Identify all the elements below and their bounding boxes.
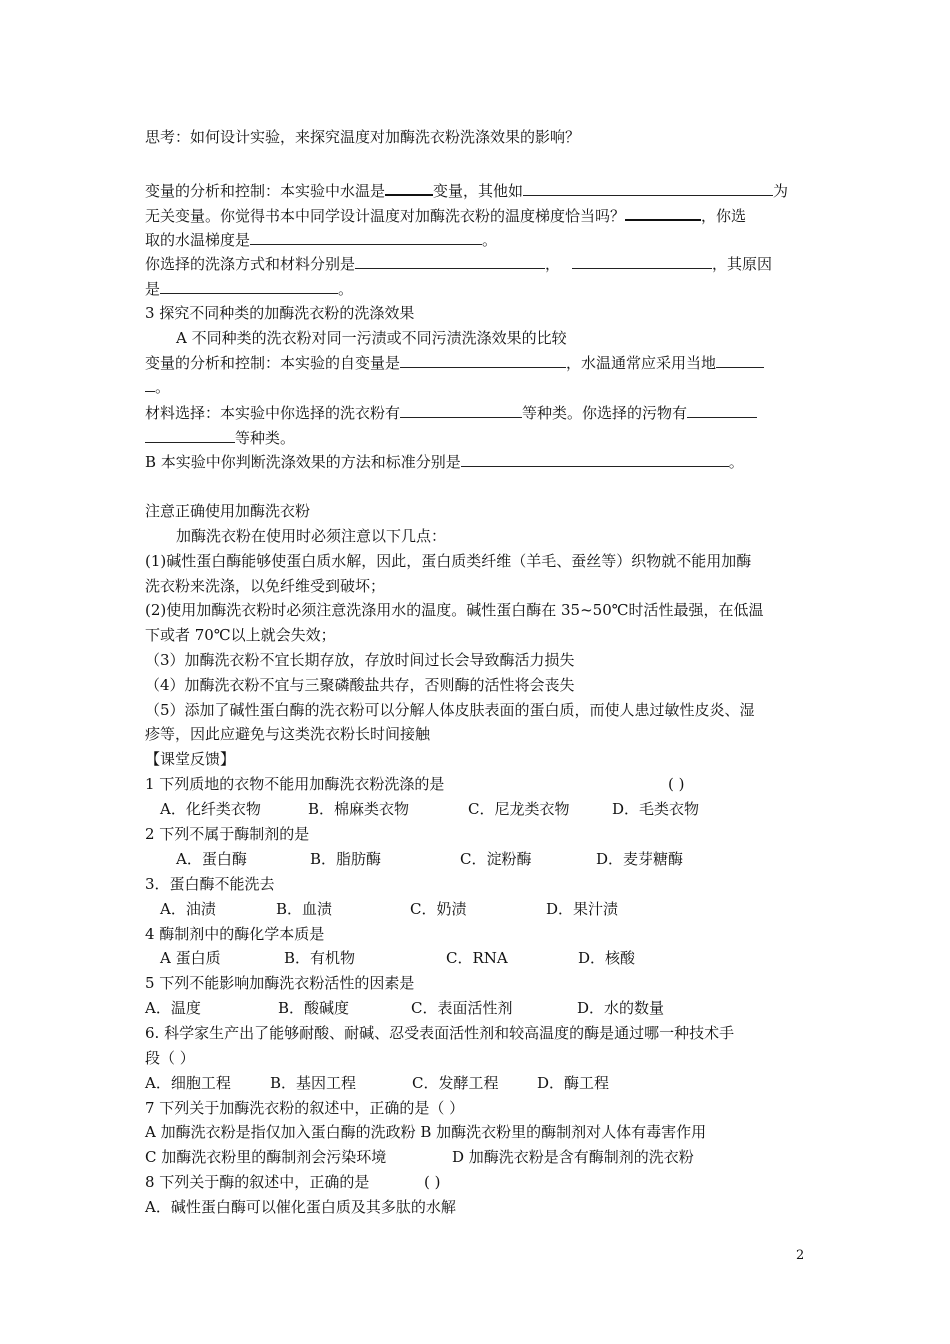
option-b[interactable]: B．血渍 (276, 900, 333, 918)
var-line-4: 你选择的洗涤方式和材料分别是 ， ，其原因 (145, 255, 773, 273)
question-7-option-d[interactable]: D 加酶洗衣粉是含有酶制剂的洗衣粉 (452, 1148, 694, 1166)
blank-field[interactable] (625, 205, 701, 221)
blank-field[interactable] (572, 254, 712, 269)
question-3: 3．蛋白酶不能洗去 (145, 875, 275, 893)
option-d[interactable]: D．麦芽糖酶 (596, 850, 684, 868)
question-6-cont: 段（ ） (145, 1049, 195, 1067)
notes-title: 注意正确使用加酶洗衣粉 (145, 502, 311, 520)
page-number: 2 (796, 1248, 805, 1263)
blank-field[interactable] (461, 452, 729, 467)
note-4: （4）加酶洗衣粉不宜与三聚磷酸盐共存，否则酶的活性将会丧失 (145, 676, 575, 694)
question-7: 7 下列关于加酶洗衣粉的叙述中，正确的是（ ） (145, 1099, 465, 1117)
option-b[interactable]: B．基因工程 (270, 1074, 357, 1092)
section-3a-title: A 不同种类的洗衣粉对同一污渍或不同污渍洗涤效果的比较 (176, 329, 567, 347)
note-1: (1)碱性蛋白酶能够使蛋白质水解，因此，蛋白质类纤维（羊毛、蚕丝等）织物就不能用加酶 (145, 552, 752, 570)
option-b[interactable]: B．酸碱度 (278, 999, 350, 1017)
feedback-title: 【课堂反馈】 (145, 750, 236, 768)
var-line-1: 变量的分析和控制：本实验中水温是 变量，其他如 为 (145, 182, 789, 200)
option-b[interactable]: B．有机物 (284, 949, 356, 967)
blank-field[interactable] (355, 254, 545, 269)
option-b[interactable]: B．棉麻类衣物 (308, 800, 410, 818)
option-c[interactable]: C．奶渍 (410, 900, 467, 918)
question-6: 6. 科学家生产出了能够耐酸、耐碱、忍受表面活性剂和较高温度的酶是通过哪一种技术手 (145, 1024, 735, 1042)
blank-field[interactable] (400, 403, 522, 418)
blank-field[interactable] (145, 377, 155, 392)
option-a[interactable]: A．蛋白酶 (176, 850, 247, 868)
var-line-3: 取的水温梯度是 。 (145, 231, 498, 249)
option-c[interactable]: C．表面活性剂 (411, 999, 513, 1017)
think-line: 思考：如何设计实验，来探究温度对加酶洗衣粉洗涤效果的影响？ (145, 128, 581, 146)
blank-field[interactable] (385, 180, 433, 196)
option-c[interactable]: C．淀粉酶 (460, 850, 532, 868)
option-a[interactable]: A．细胞工程 (145, 1074, 231, 1092)
option-a[interactable]: A．油渍 (160, 900, 216, 918)
option-d[interactable]: D．毛类衣物 (612, 800, 700, 818)
option-a[interactable]: A 蛋白质 (160, 949, 221, 967)
var-line-5: 是 。 (145, 280, 354, 298)
question-8-option-a[interactable]: A．碱性蛋白酶可以催化蛋白质及其多肽的水解 (145, 1198, 456, 1216)
question-1-paren: ( ) (668, 775, 685, 793)
question-7-options-ab[interactable]: A 加酶洗衣粉是指仅加入蛋白酶的洗政粉 B 加酶洗衣粉里的酶制剂对人体有毒害作用 (145, 1123, 707, 1141)
option-d[interactable]: D．果汁渍 (546, 900, 619, 918)
blank-field[interactable] (716, 353, 764, 368)
blank-field[interactable] (160, 279, 338, 294)
option-b[interactable]: B．脂肪酶 (310, 850, 382, 868)
section-3-title: 3 探究不同种类的加酶洗衣粉的洗涤效果 (145, 304, 415, 322)
option-d[interactable]: D．水的数量 (577, 999, 665, 1017)
sec3-var-line-2: 。 (145, 377, 170, 397)
note-2-cont: 下或者 70℃以上就会失效； (145, 626, 336, 644)
option-a[interactable]: A．温度 (145, 999, 201, 1017)
option-d[interactable]: D．核酸 (578, 949, 636, 967)
blank-field[interactable] (145, 428, 235, 443)
question-1: 1 下列质地的衣物不能用加酶洗衣粉洗涤的是 (145, 775, 445, 793)
blank-field[interactable] (400, 353, 566, 368)
notes-intro: 加酶洗衣粉在使用时必须注意以下几点： (176, 527, 447, 545)
note-5: （5）添加了碱性蛋白酶的洗衣粉可以分解人体皮肤表面的蛋白质，而使人患过敏性皮炎、湿 (145, 701, 755, 719)
option-c[interactable]: C．RNA (446, 949, 508, 967)
note-5-cont: 疹等，因此应避免与这类洗衣粉长时间接触 (145, 725, 431, 743)
option-c[interactable]: C．尼龙类衣物 (468, 800, 570, 818)
question-7-option-c[interactable]: C 加酶洗衣粉里的酶制剂会污染环境 (145, 1148, 387, 1166)
option-c[interactable]: C．发酵工程 (412, 1074, 499, 1092)
note-2: (2)使用加酶洗衣粉时必须注意洗涤用水的温度。碱性蛋白酶在 35~50℃时活性最强，在低温 (145, 601, 764, 619)
blank-field[interactable] (523, 181, 773, 196)
sec3-mat-line: 材料选择：本实验中你选择的洗衣粉有 等种类。你选择的污物有 (145, 403, 757, 423)
sec3-b-line: B 本实验中你判断洗涤效果的方法和标准分别是 。 (145, 453, 744, 471)
question-8: 8 下列关于酶的叙述中，正确的是 (145, 1173, 370, 1191)
question-5: 5 下列不能影响加酶洗衣粉活性的因素是 (145, 974, 415, 992)
option-d[interactable]: D．酶工程 (537, 1074, 610, 1092)
sec3-mat-line-2: 等种类。 (145, 428, 295, 448)
sec3-var-line: 变量的分析和控制：本实验的自变量是 ，水温通常应采用当地 (145, 353, 764, 373)
var-line-2: 无关变量。你觉得书本中同学设计温度对加酶洗衣粉的温度梯度恰当吗？ ，你选 (145, 207, 747, 225)
blank-field[interactable] (687, 403, 757, 418)
note-1-cont: 洗衣粉来洗涤，以免纤维受到破坏； (145, 577, 386, 595)
option-a[interactable]: A．化纤类衣物 (160, 800, 261, 818)
question-8-paren: ( ) (424, 1173, 441, 1191)
blank-field[interactable] (250, 230, 482, 245)
note-3: （3）加酶洗衣粉不宜长期存放，存放时间过长会导致酶活力损失 (145, 651, 575, 669)
question-2: 2 下列不属于酶制剂的是 (145, 825, 310, 843)
question-4: 4 酶制剂中的酶化学本质是 (145, 925, 325, 943)
